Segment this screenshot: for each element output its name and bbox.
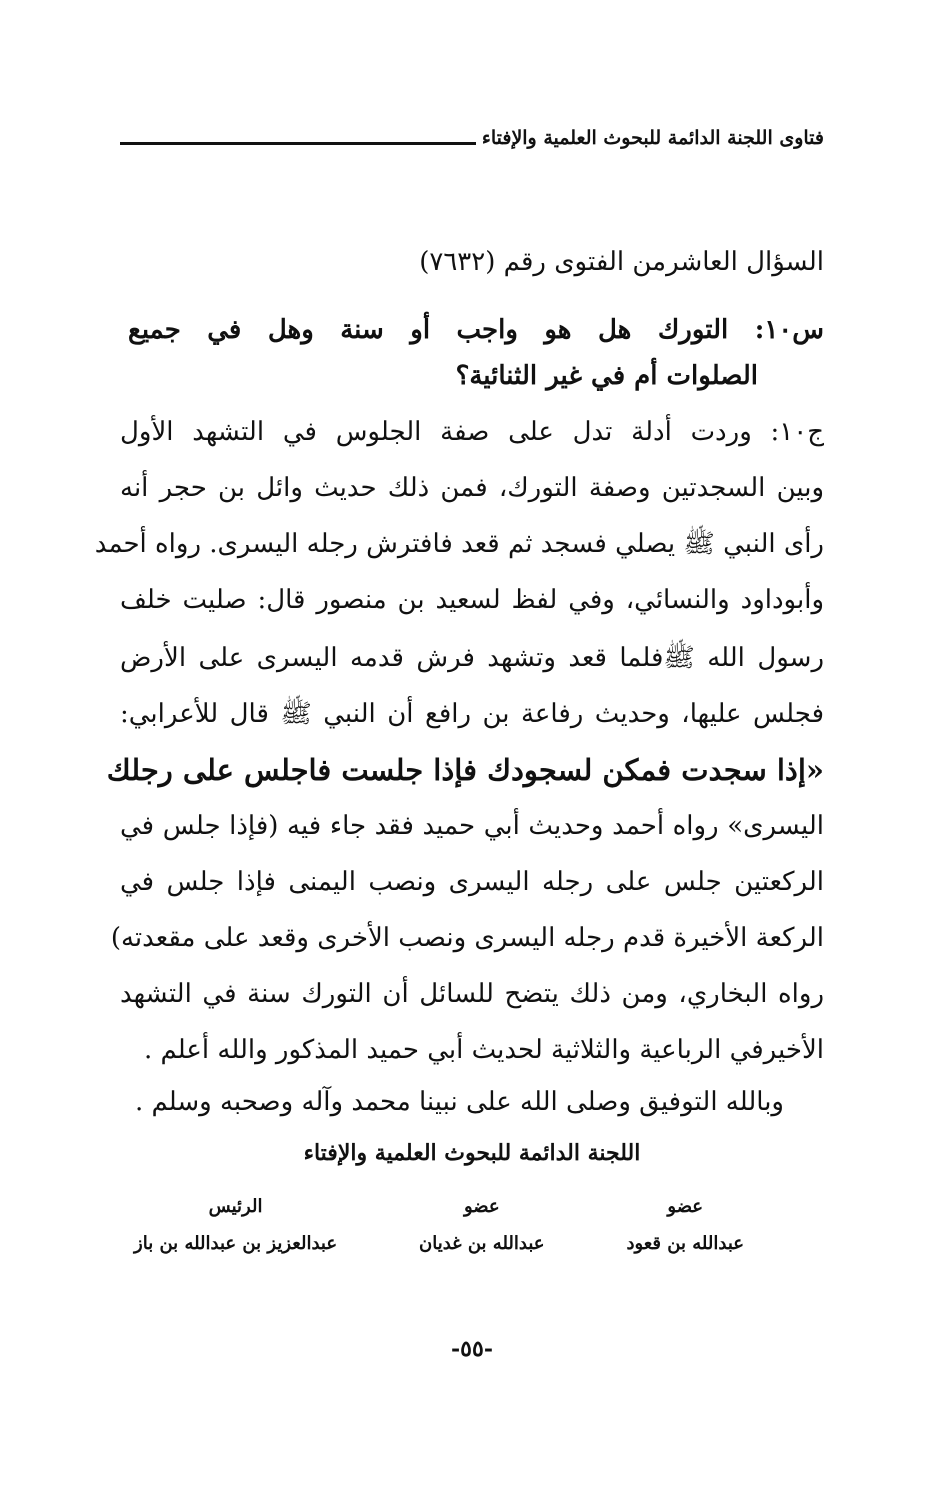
signature-block bbox=[134, 1196, 744, 1254]
answer-line-3: رأى النبي ﷺ يصلي فسجد ثم قعد فافترش رجله اليسرى. رواه أحمد bbox=[94, 529, 824, 559]
answer-line-6: فجلس عليها، وحديث رفاعة بن رافع أن النبي ﷺ قال للأعرابي: bbox=[120, 699, 824, 729]
signature-role: عضو bbox=[463, 1196, 500, 1217]
signature-role: عضو bbox=[667, 1196, 704, 1217]
question-line-1: س١٠: التورك هل هو واجب أو سنة وهل في جميع bbox=[128, 315, 824, 345]
page-number: -٥٥- bbox=[451, 1336, 493, 1362]
signature-chairman bbox=[134, 1196, 337, 1254]
signature-member-1 bbox=[626, 1196, 744, 1254]
signature-name: عبدالله بن غديان bbox=[418, 1233, 545, 1254]
signature-name: عبدالعزيز بن عبدالله بن باز bbox=[134, 1233, 338, 1254]
answer-line-9: الركعتين جلس على رجله اليسرى ونصب اليمنى فإذا جلس في bbox=[120, 867, 824, 897]
answer-line-10: الركعة الأخيرة قدم رجله اليسرى ونصب الأخرى وقعد على مقعدته) bbox=[110, 923, 824, 953]
answer-line-1: ج١٠: وردت أدلة تدل على صفة الجلوس في التشهد الأول bbox=[120, 417, 824, 447]
running-header bbox=[120, 122, 824, 154]
closing-line: وبالله التوفيق وصلى الله على نبينا محمد وآله وصحبه وسلم . bbox=[134, 1087, 784, 1117]
answer-line-7: «إذا سجدت فمكن لسجودك فإذا جلست فاجلس على رجلك bbox=[106, 753, 824, 787]
answer-line-12: الأخيرفي الرباعية والثلاثية لحديث أبي حميد المذكور والله أعلم . bbox=[143, 1035, 824, 1065]
question-line-2: الصلوات أم في غير الثنائية؟ bbox=[455, 361, 758, 391]
signature-member-2 bbox=[419, 1196, 545, 1254]
signature-name: عبدالله بن قعود bbox=[626, 1233, 744, 1254]
signature-role: الرئيس bbox=[208, 1196, 263, 1217]
header-rule bbox=[120, 142, 476, 145]
answer-line-8: اليسرى» رواه أحمد وحديث أبي حميد فقد جاء فيه (فإذا جلس في bbox=[120, 811, 824, 841]
answer-line-4: وأبوداود والنسائي، وفي لفظ لسعيد بن منصور قال: صليت خلف bbox=[120, 585, 824, 615]
answer-line-11: رواه البخاري، ومن ذلك يتضح للسائل أن التورك سنة في التشهد bbox=[120, 979, 824, 1009]
answer-line-5: رسول الله ﷺفلما قعد وتشهد فرش قدمه اليسرى على الأرض bbox=[120, 643, 824, 673]
question-heading: السؤال العاشرمن الفتوى رقم (٧٦٣٢) bbox=[419, 247, 824, 277]
committee-title: اللجنة الدائمة للبحوث العلمية والإفتاء bbox=[303, 1140, 641, 1166]
answer-line-2: وبين السجدتين وصفة التورك، فمن ذلك حديث وائل بن حجر أنه bbox=[120, 473, 824, 503]
header-title: فتاوى اللجنة الدائمة للبحوث العلمية والإفتاء bbox=[481, 127, 824, 149]
